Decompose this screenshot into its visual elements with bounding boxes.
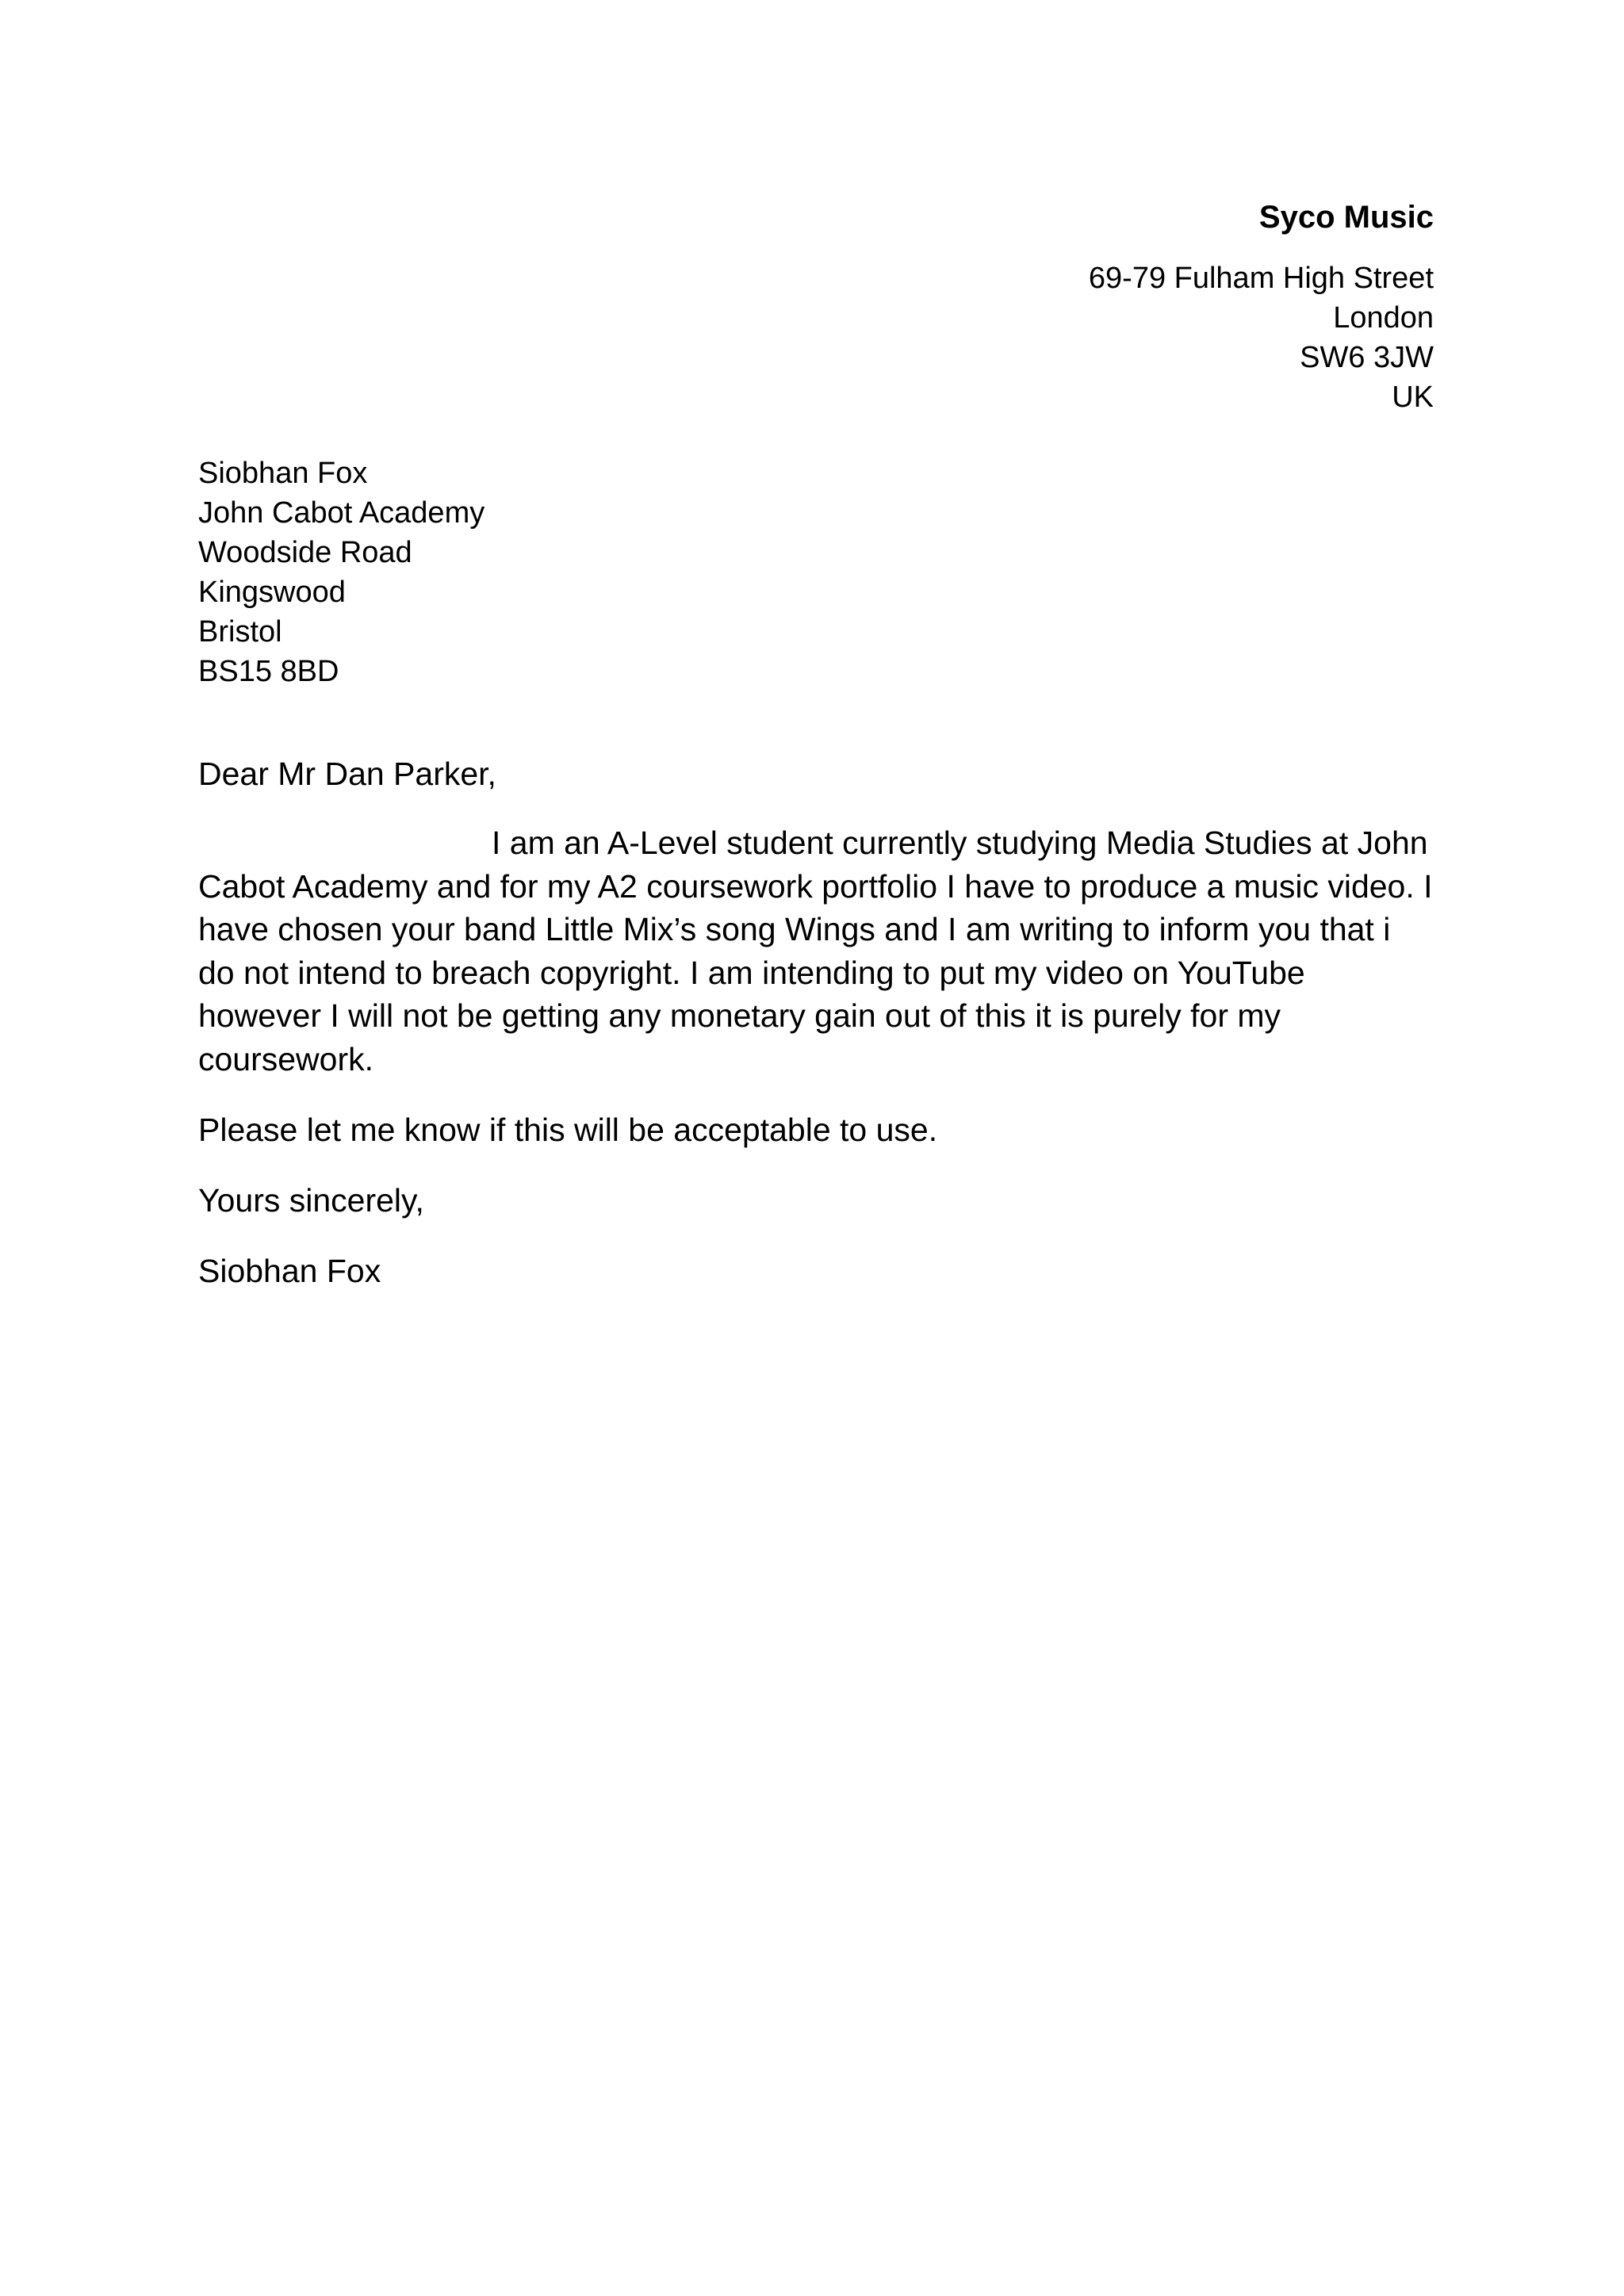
recipient-address-line: Kingswood bbox=[198, 576, 346, 609]
sender-address-line: SW6 3JW bbox=[1300, 341, 1434, 374]
sender-name: Syco Music bbox=[1258, 200, 1434, 235]
recipient-block bbox=[198, 453, 485, 691]
recipient-address-line: Bristol bbox=[198, 615, 282, 649]
salutation: Dear Mr Dan Parker, bbox=[198, 756, 496, 792]
sender-block bbox=[1089, 193, 1434, 417]
recipient-address-line: Woodside Road bbox=[198, 536, 412, 569]
letter-content bbox=[198, 752, 1435, 1319]
recipient-address-line: BS15 8BD bbox=[198, 655, 339, 688]
sender-address-line: 69-79 Fulham High Street bbox=[1088, 262, 1434, 295]
body-paragraph: I am an A-Level student currently studying Media Studies at John Cabot Academy and for my A2 coursework portfolio I have to produce a music video. I have chosen your band Little Mix’s song Wings and I am writing to inform you that i do not intend to breach copyright. I am intending to put my video on YouTube however I will not be getting any monetary gain out of this it is purely for my coursework. bbox=[198, 825, 1433, 1077]
closing: Yours sincerely, bbox=[198, 1182, 424, 1219]
recipient-address-line: John Cabot Academy bbox=[198, 496, 485, 530]
sender-address-line: UK bbox=[1392, 381, 1434, 414]
request-paragraph: Please let me know if this will be acceptable to use. bbox=[198, 1112, 938, 1148]
recipient-address-line: Siobhan Fox bbox=[198, 457, 368, 490]
sender-address-line: London bbox=[1333, 301, 1434, 335]
signature: Siobhan Fox bbox=[198, 1253, 381, 1289]
